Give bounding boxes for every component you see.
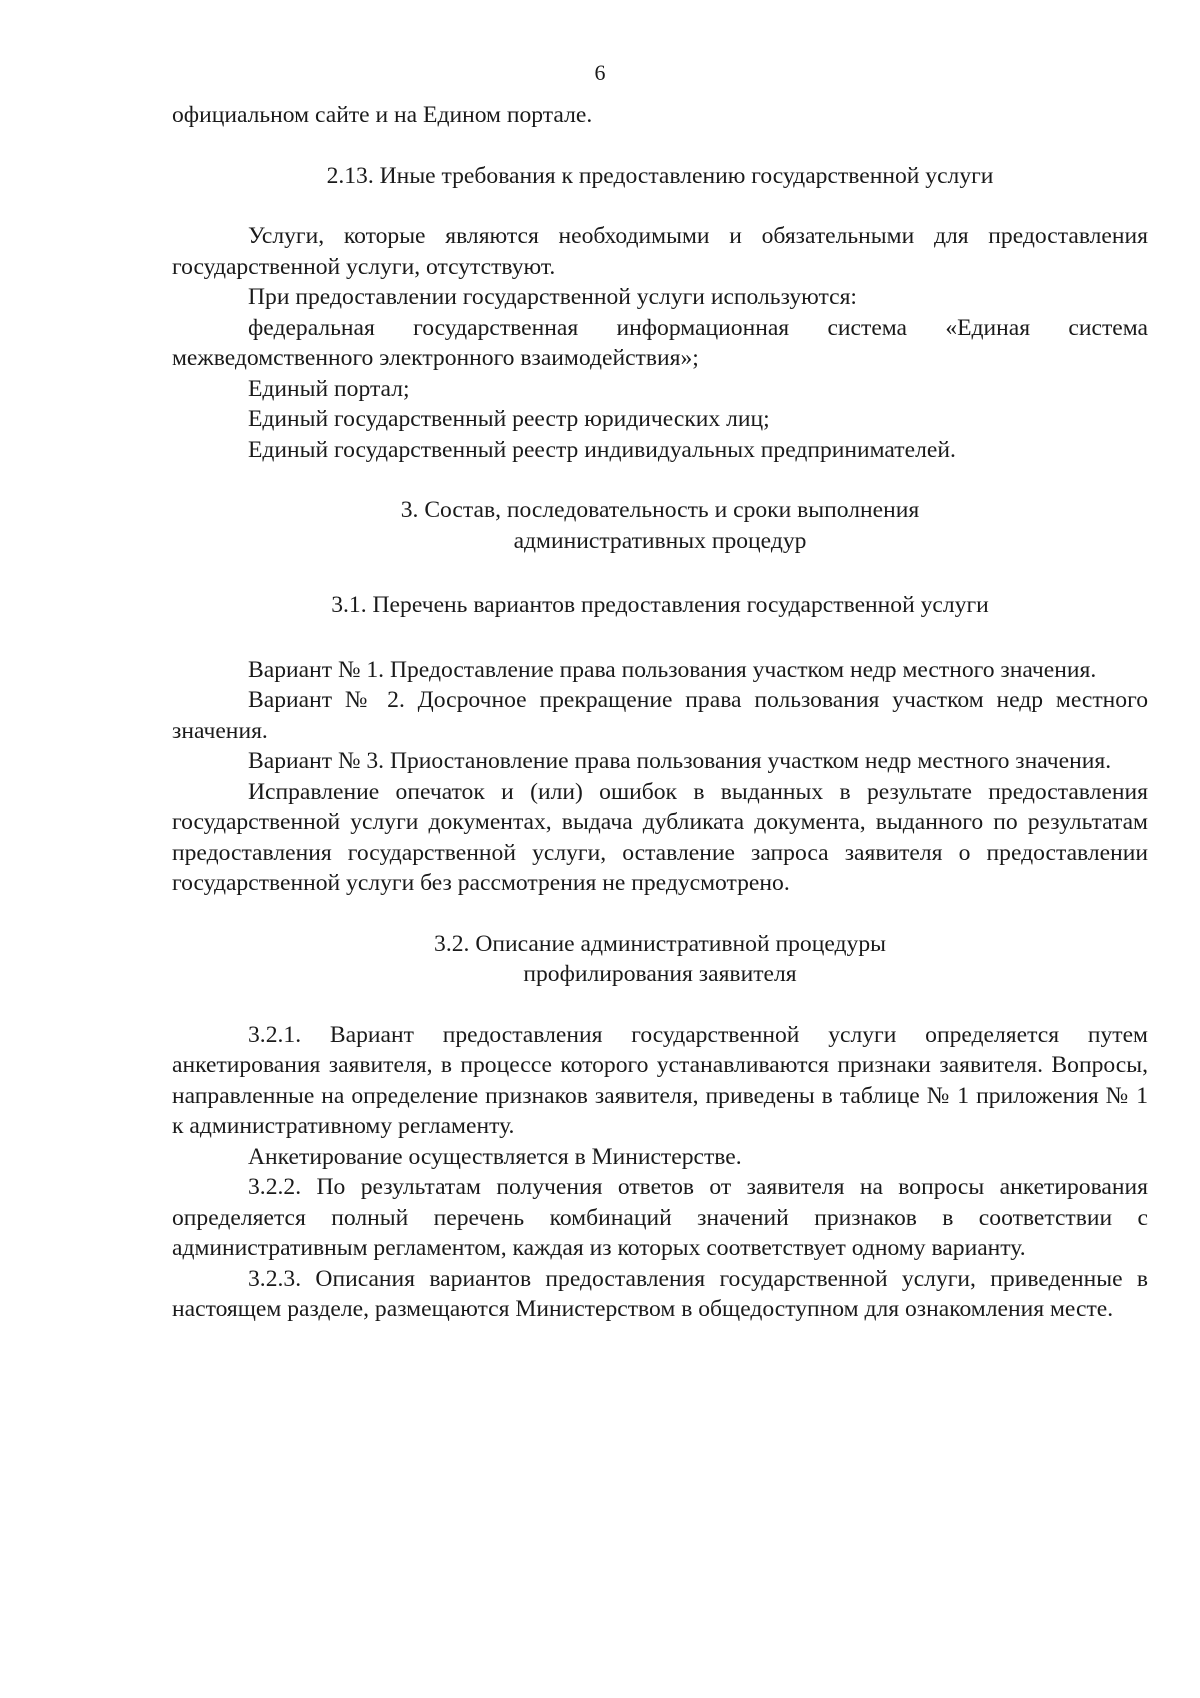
paragraph: Услуги, которые являются необходимыми и обязательными для предоставления государственной услуги, отсутствуют. [172,223,1148,280]
paragraph: Единый портал; [248,375,410,402]
section-3-heading-line2: административных процедур [513,527,807,554]
document-body [172,100,1148,1325]
section-3-2-heading-line1: 3.2. Описание административной процедуры [434,930,886,957]
section-3-heading-line1: 3. Состав, последовательность и сроки выполнения [400,497,920,523]
continuation-paragraph: официальном сайте и на Едином портале. [172,102,593,128]
paragraph: Единый государственный реестр юридических лиц; [248,406,770,432]
section-3-2-heading-line2: профилирования заявителя [523,961,797,987]
section-3-2-heading [172,929,1148,990]
paragraph: федеральная государственная информационная система «Единая система межведомственного электронного взаимодействия»; [172,314,1148,371]
variant-3-paragraph: Вариант № 3. Приостановление права пользования участком недр местного значения. [248,748,1112,774]
paragraph: 3.2.2. По результатам получения ответов от заявителя на вопросы анкетирования определяется полный перечень комбинаций значений признаков в соответствии с административным регламентом, каждая из которых соответствует одному варианту. [172,1174,1148,1261]
section-2-13-heading: 2.13. Иные требования к предоставлению государственной услуги [326,162,994,189]
paragraph: Единый государственный реестр индивидуальных предпринимателей. [248,436,956,463]
variant-2-paragraph: Вариант № 2. Досрочное прекращение права пользования участком недр местного значения. [172,687,1148,744]
paragraph: 3.2.3. Описания вариантов предоставления государственной услуги, приведенные в настоящем разделе, размещаются Министерством в общедоступном для ознакомления месте. [172,1265,1148,1322]
paragraph: Исправление опечаток и (или) ошибок в выданных в результате предоставления государственной услуги документах, выдача дубликата документа, выданного по результатам предоставления государственной услуги, оставление запроса заявителя о предоставлении государственной услуги без рассмотрения не предусмотрено. [172,778,1148,896]
section-3-1-heading: 3.1. Перечень вариантов предоставления государственной услуги [331,592,989,618]
paragraph: Анкетирование осуществляется в Министерстве. [248,1143,742,1170]
variant-1-paragraph: Вариант № 1. Предоставление права пользования участком недр местного значения. [248,656,1097,683]
paragraph: При предоставлении государственной услуги используются: [248,284,857,310]
paragraph: 3.2.1. Вариант предоставления государственной услуги определяется путем анкетирования заявителя, в процессе которого устанавливаются признаки заявителя. Вопросы, направленные на определение признаков заявителя, приведены в таблице № 1 приложения № 1 к административному регламенту. [172,1021,1148,1139]
section-3-heading [172,495,1148,556]
page-number: 6 [594,60,606,85]
